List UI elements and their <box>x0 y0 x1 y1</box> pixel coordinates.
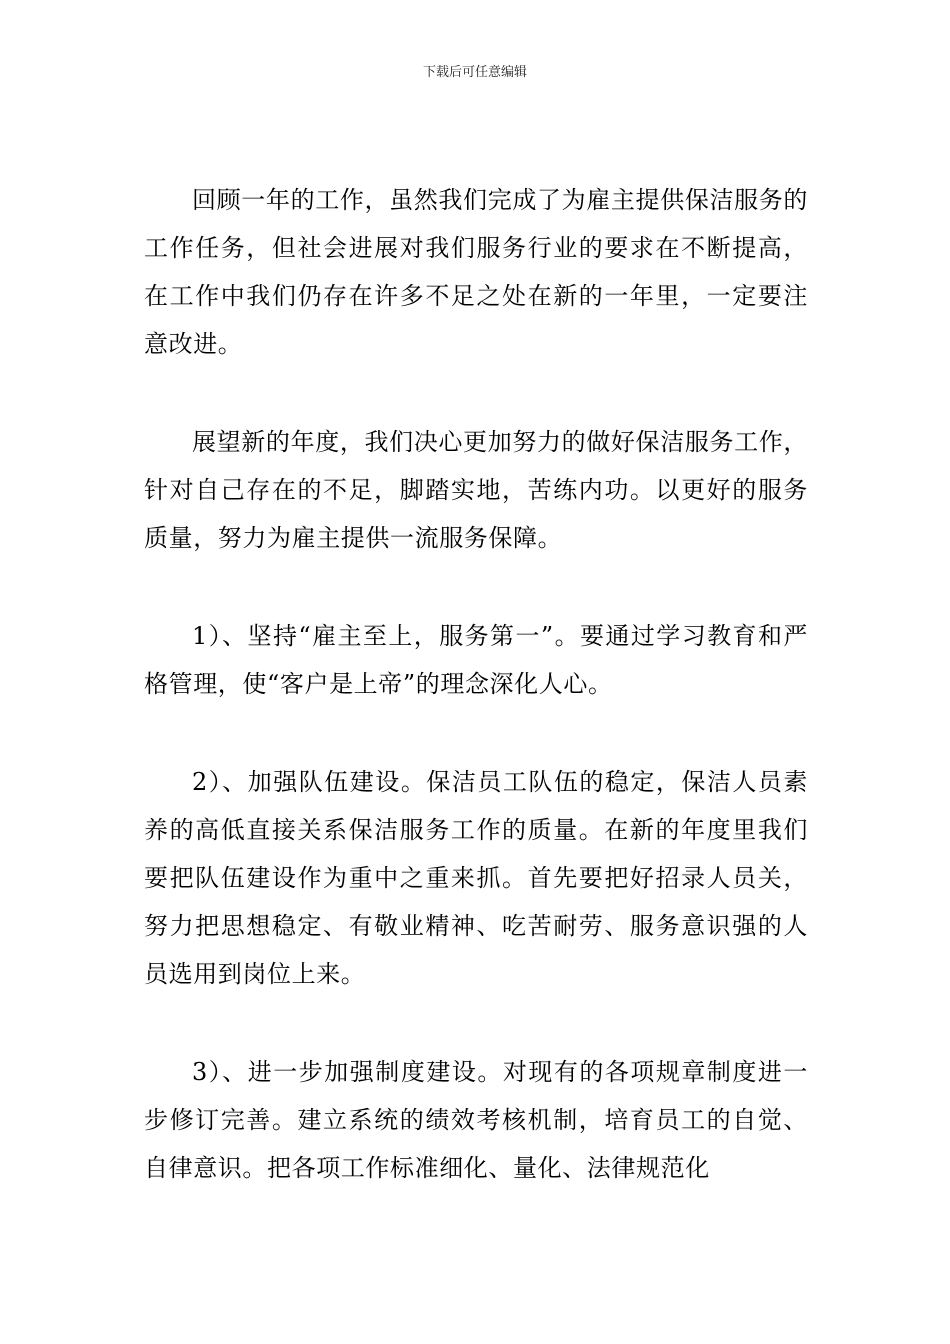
paragraph-review: 回顾一年的工作，虽然我们完成了为雇主提供保洁服务的工作任务，但社会进展对我们服务行业的要求在不断提高，在工作中我们仍存在许多不足之处在新的一年里，一定要注意改进。 <box>144 186 808 358</box>
page-header-note: 下载后可任意编辑 <box>422 65 527 80</box>
document-body <box>144 176 808 1242</box>
paragraph-item-3: 3）、进一步加强制度建设。对现有的各项规章制度进一步修订完善。建立系统的绩效考核机制，培育员工的自觉、自律意识。把各项工作标准细化、量化、法律规范化 <box>144 1058 808 1182</box>
paragraph-item-2: 2）、加强队伍建设。保洁员工队伍的稳定，保洁人员素养的高低直接关系保洁服务工作的质量。在新的年度里我们要把队伍建设作为重中之重来抓。首先要把好招录人员关，努力把思想稳定、有敬业精神、吃苦耐劳、服务意识强的人员选用到岗位上来。 <box>144 768 808 988</box>
paragraph-item-1: 1）、坚持“雇主至上，服务第一”。要通过学习教育和严格管理，使“客户是上帝”的理念深化人心。 <box>144 622 808 698</box>
paragraph-outlook: 展望新的年度，我们决心更加努力的做好保洁服务工作，针对自己存在的不足，脚踏实地，苦练内功。以更好的服务质量，努力为雇主提供一流服务保障。 <box>144 428 808 552</box>
